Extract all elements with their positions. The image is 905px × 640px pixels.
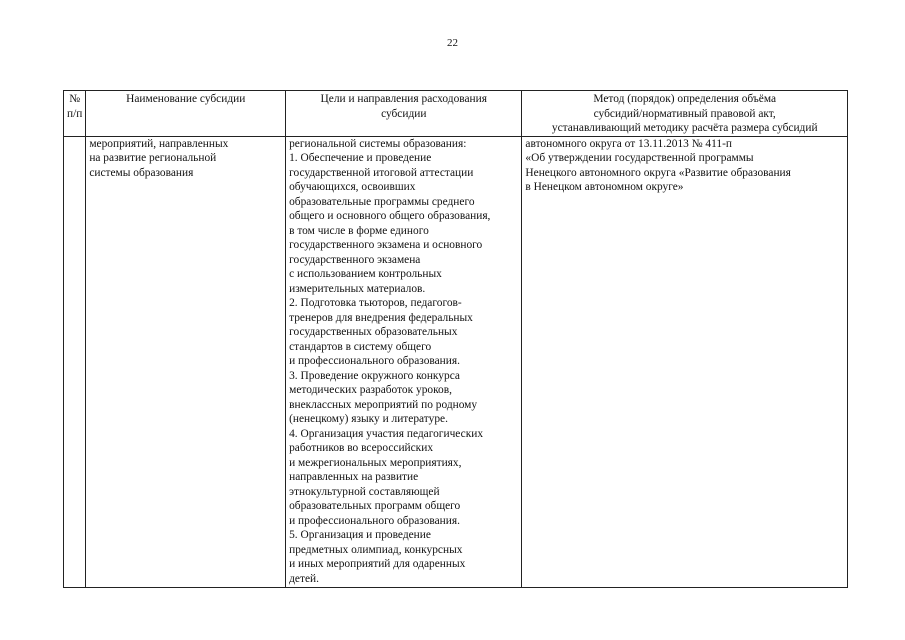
text-line: 1. Обеспечение и проведение [289, 152, 432, 164]
text-line: стандартов в систему общего [289, 340, 432, 353]
text-line: обучающихся, освоивших [289, 181, 416, 193]
header-goals [286, 91, 522, 137]
text-line: «Об утверждении государственной программы [525, 152, 754, 164]
table-row [64, 136, 848, 588]
text-line: устанавливающий методику расчёта размера субсидий [551, 122, 818, 134]
text-line: направленных на развитие [289, 471, 419, 483]
text-line: 2. Подготовка тьюторов, педагогов- [289, 297, 462, 309]
text-line: образовательные программы среднего [289, 195, 475, 208]
text-line: 4. Организация участия педагогических [289, 427, 484, 440]
text-line: тренеров для внедрения федеральных [289, 311, 473, 324]
text-line: измерительных материалов. [289, 282, 426, 295]
text-line: субсидий/нормативный правовой акт, [593, 107, 776, 120]
text-line: образовательных программ общего [289, 500, 461, 512]
text-line: с использованием контрольных [289, 268, 442, 280]
cell-subsidy-name [86, 136, 286, 588]
text-line: мероприятий, направленных [89, 137, 229, 150]
text-line: работников во всероссийских [289, 442, 434, 454]
text-line: государственных образовательных [289, 326, 458, 338]
text-line: Наименование субсидии [126, 93, 246, 105]
header-number [64, 91, 86, 137]
header-method [522, 91, 848, 137]
text-line: региональной системы образования: [289, 137, 467, 150]
text-line: методических разработок уроков, [289, 384, 452, 396]
text-line: государственного экзамена [289, 253, 421, 266]
text-line: в том числе в форме единого [289, 224, 429, 237]
text-line: на развитие региональной [89, 152, 217, 164]
text-line: и иных мероприятий для одаренных [289, 558, 466, 570]
text-line: Ненецкого автономного округа «Развитие образования [525, 166, 791, 179]
text-line: п/п [67, 107, 83, 120]
text-line: государственного экзамена и основного [289, 239, 483, 251]
text-line: предметных олимпиад, конкурсных [289, 543, 463, 556]
text-line: общего и основного общего образования, [289, 210, 491, 222]
text-line: и межрегиональных мероприятиях, [289, 456, 462, 469]
text-line: (ненецкому) языку и литературе. [289, 413, 448, 425]
text-line: Цели и направления расходования [320, 93, 487, 105]
text-line: субсидии [381, 107, 427, 120]
text-line: системы образования [89, 166, 194, 179]
text-line: автономного округа от 13.11.2013 № 411-п [525, 137, 732, 150]
text-line: этнокультурной составляющей [289, 485, 440, 498]
text-line: внеклассных мероприятий по родному [289, 398, 478, 411]
text-line: и профессионального образования. [289, 355, 460, 367]
table-header-row [64, 91, 848, 137]
cell-method [522, 136, 848, 588]
text-line: 3. Проведение окружного конкурса [289, 369, 460, 382]
cell-number [64, 136, 86, 588]
cell-goals [286, 136, 522, 588]
header-subsidy-name [86, 91, 286, 137]
text-line: Метод (порядок) определения объёма [593, 93, 777, 105]
text-line: в Ненецком автономном округе» [525, 181, 684, 193]
text-line: государственной итоговой аттестации [289, 166, 474, 179]
text-line: и профессионального образования. [289, 514, 460, 527]
text-line: 5. Организация и проведение [289, 529, 431, 541]
text-line: детей. [289, 572, 319, 585]
page-number: 22 [447, 37, 458, 49]
text-line: № [69, 93, 81, 105]
subsidy-table [63, 90, 848, 588]
